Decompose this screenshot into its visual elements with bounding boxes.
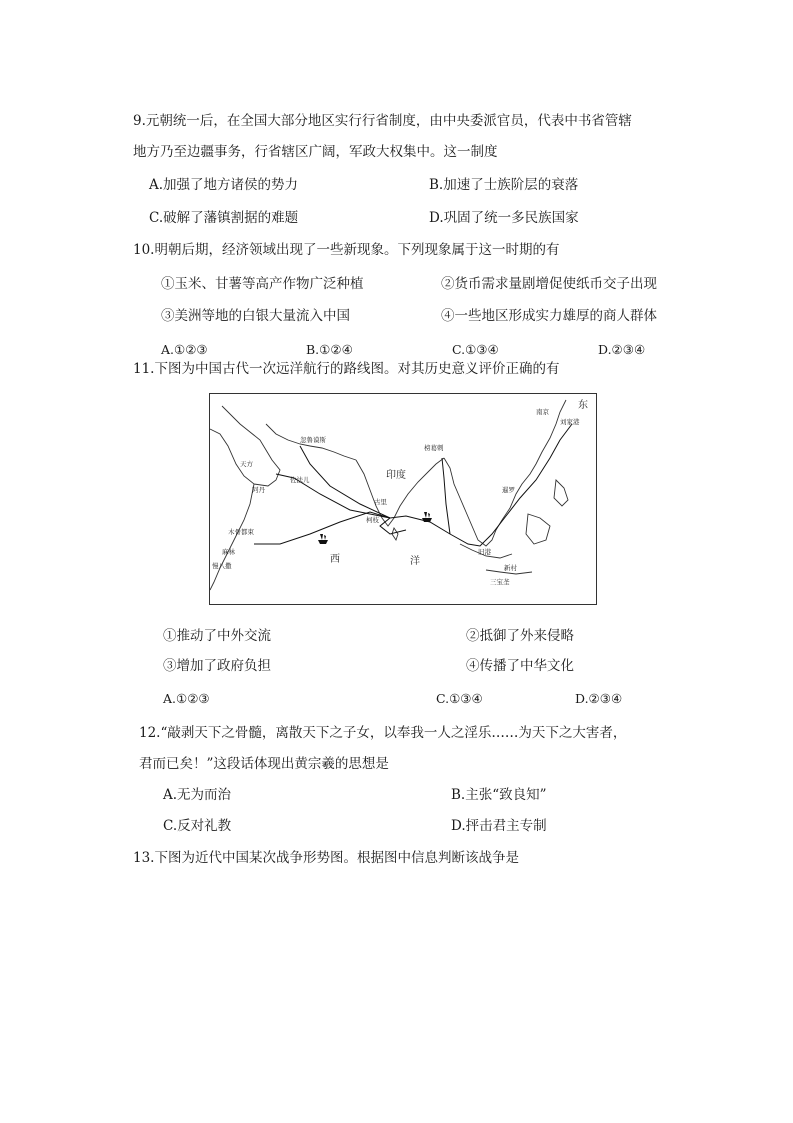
q12-stem-line1: 12.“敲剥天下之骨髓，离散天下之子女，以奉我一人之淫乐……为天下之大害者， <box>139 725 627 741</box>
q10-option-b: B.①②④ <box>306 342 353 357</box>
q10-item-3: ③美洲等地的白银大量流入中国 <box>161 308 350 324</box>
q11-item-3: ③增加了政府负担 <box>163 658 271 674</box>
map-label-sanbao: 三宝垄 <box>490 578 510 586</box>
map-label-tianfang: 天方 <box>240 460 253 468</box>
map-label-adan: 阿丹 <box>252 486 265 494</box>
q9-option-b: B.加速了士族阶层的衰落 <box>429 177 579 193</box>
q12-option-b: B.主张“致良知” <box>451 787 547 803</box>
q9-stem-line1: 9.元朝统一后，在全国大部分地区实行行省制度，由中央委派官员，代表中书省管辖 <box>133 113 632 129</box>
map-label-dong: 东 <box>578 400 588 411</box>
map-label-xiyang-yang: 洋 <box>410 556 420 567</box>
q11-item-1: ①推动了中外交流 <box>163 628 271 644</box>
map-label-guigang: 旧港 <box>478 548 491 556</box>
q12-option-d: D.抨击君主专制 <box>451 818 547 834</box>
route-main <box>390 424 572 546</box>
q10-option-a: A.①②③ <box>161 342 208 357</box>
philippines <box>554 480 568 506</box>
q12-stem-line2: 君而已矣！”这段话体现出黄宗羲的思想是 <box>139 756 389 772</box>
q11-option-d: D.②③④ <box>575 691 623 706</box>
q11-option-c: C.①③④ <box>436 691 483 706</box>
china-coast <box>502 400 566 520</box>
map-label-manbasa: 慢八撒 <box>212 562 232 570</box>
q9-option-c: C.破解了藩镇割据的难题 <box>149 210 299 226</box>
arabia-coast <box>210 406 280 486</box>
map-label-guli: 古里 <box>374 498 387 506</box>
q11-item-2: ②抵御了外来侵略 <box>466 628 574 644</box>
route-bengal <box>442 458 450 534</box>
map-label-malin: 麻林 <box>222 548 235 556</box>
map-label-zufaer: 佐法儿 <box>290 476 310 484</box>
q10-option-d: D.②③④ <box>598 342 646 357</box>
ship-icon <box>422 512 432 522</box>
map-label-kezhi: 柯枝 <box>366 516 379 524</box>
ceylon <box>392 528 398 540</box>
africa-coast <box>210 484 254 590</box>
borneo <box>526 514 550 544</box>
map-label-bangela: 榜葛剌 <box>424 444 444 452</box>
persia-coast-2 <box>310 446 356 460</box>
map-label-xincun: 新村 <box>504 564 517 572</box>
q9-option-d: D.巩固了统一多民族国家 <box>429 210 579 226</box>
q10-item-1: ①玉米、甘薯等高产作物广泛种植 <box>161 276 364 292</box>
q10-option-c: C.①③④ <box>452 342 499 357</box>
map-label-mugudushu: 木骨都束 <box>228 528 254 536</box>
q9-option-a: A.加强了地方诸侯的势力 <box>149 177 299 193</box>
q10-stem-line1: 10.明朝后期，经济领域出现了一些新现象。下列现象属于这一时期的有 <box>133 242 560 258</box>
q12-option-c: C.反对礼教 <box>163 818 232 834</box>
map-label-yindu: 印度 <box>386 470 406 481</box>
q13-stem-line1: 13.下图为近代中国某次战争形势图。根据图中信息判断该战争是 <box>133 850 519 866</box>
map-label-xiyang-xi: 西 <box>330 554 340 565</box>
q12-option-a: A.无为而治 <box>163 787 232 803</box>
voyage-map-svg <box>210 394 595 603</box>
q9-stem-line2: 地方乃至边疆事务，行省辖区广阔，军政大权集中。这一制度 <box>133 144 498 160</box>
q11-item-4: ④传播了中华文化 <box>466 658 574 674</box>
voyage-route-map <box>209 393 597 605</box>
q10-item-2: ②货币需求量剧增促使纸币交子出现 <box>441 276 657 292</box>
ship-icon <box>318 534 328 544</box>
map-label-hulumosi: 忽鲁谟斯 <box>300 436 326 444</box>
q11-option-a: A.①②③ <box>163 691 210 706</box>
q10-item-4: ④一些地区形成实力雄厚的商人群体 <box>441 308 657 324</box>
map-label-liujiagang: 刘家港 <box>560 418 580 426</box>
map-label-xianluo: 暹罗 <box>502 486 515 494</box>
map-label-nanjing: 南京 <box>536 408 549 416</box>
q11-stem-line1: 11.下图为中国古代一次远洋航行的路线图。对其历史意义评价正确的有 <box>133 361 560 377</box>
